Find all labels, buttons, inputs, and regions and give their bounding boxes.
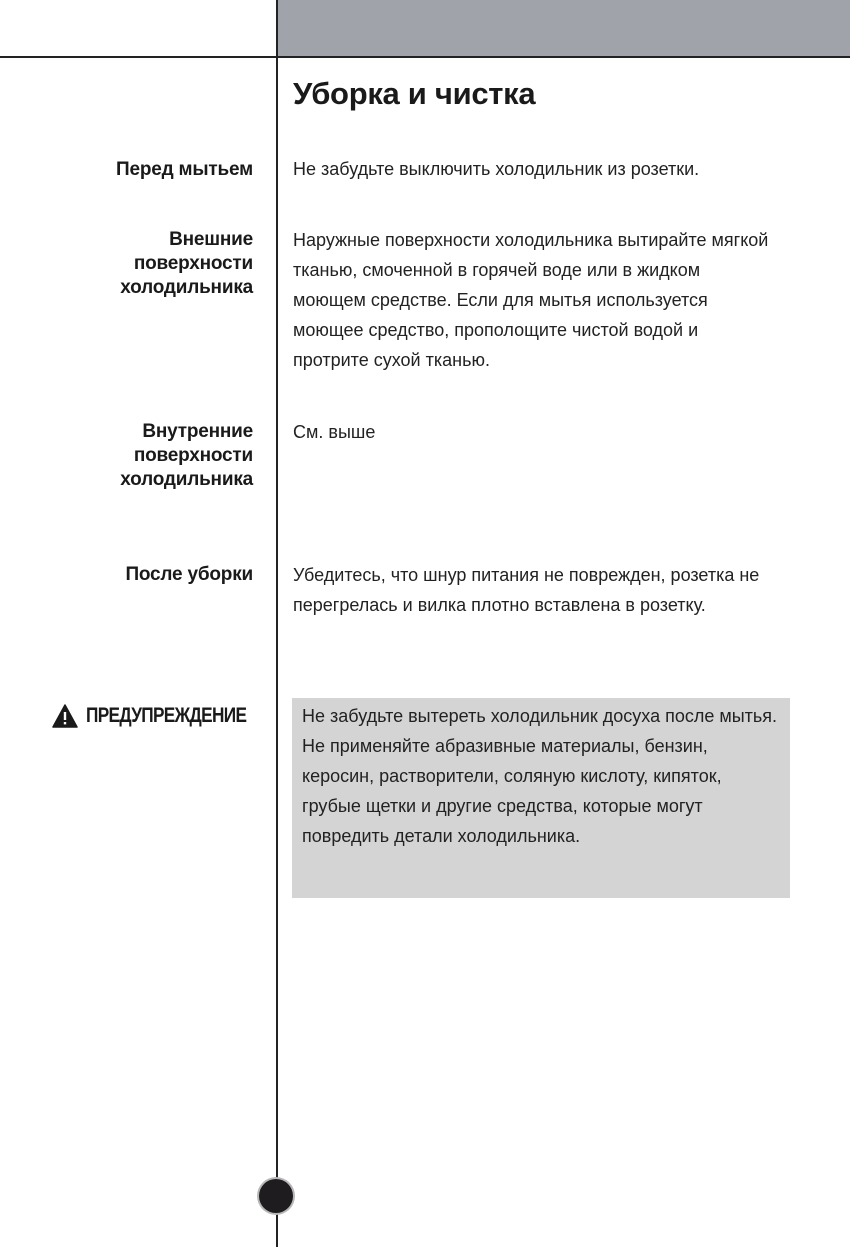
page-marker-dot	[259, 1179, 293, 1213]
label-line: Внешние	[169, 229, 253, 250]
header-gray-block	[277, 0, 850, 57]
section-label-after-cleaning	[125, 563, 253, 587]
label-line: После уборки	[125, 564, 253, 585]
section-text-interior: См. выше	[293, 422, 376, 442]
section-text-before-washing: Не забудьте выключить холодильник из розетки.	[293, 159, 700, 179]
label-line: Внутренние	[142, 421, 253, 442]
page-title: Уборка и чистка	[293, 76, 536, 111]
section-label-interior	[120, 420, 253, 492]
warning-paragraph: Не забудьте вытереть холодильник досуха после мытья.	[302, 706, 778, 726]
warning-paragraph: Не применяйте абразивные материалы, бензин, керосин, растворители, соляную кислоту, кипяток, грубые щетки и другие средства, которые могут повредить детали холодильника.	[302, 736, 722, 846]
label-line: холодильника	[120, 469, 253, 490]
section-text-exterior: Наружные поверхности холодильника вытирайте мягкой тканью, смоченной в горячей воде или в жидком моющем средстве. Если для мытья используется моющее средство, прополощите чистой водой и протрите сухой тканью.	[293, 230, 769, 370]
section-label-before-washing	[116, 158, 253, 182]
header-divider	[0, 56, 850, 58]
column-divider	[276, 0, 278, 1247]
label-line: Перед мытьем	[116, 159, 253, 180]
warning-box	[292, 698, 790, 898]
label-line: холодильника	[120, 277, 253, 298]
section-label-exterior	[120, 228, 253, 300]
label-line: поверхности	[133, 445, 253, 466]
warning-label	[52, 704, 282, 728]
section-text-after-cleaning: Убедитесь, что шнур питания не поврежден, розетка не перегрелась и вилка плотно вставлена в розетку.	[293, 565, 760, 615]
warning-triangle-icon	[52, 704, 78, 728]
warning-title: ПРЕДУПРЕЖДЕНИЕ	[86, 704, 247, 727]
label-line: поверхности	[133, 253, 253, 274]
